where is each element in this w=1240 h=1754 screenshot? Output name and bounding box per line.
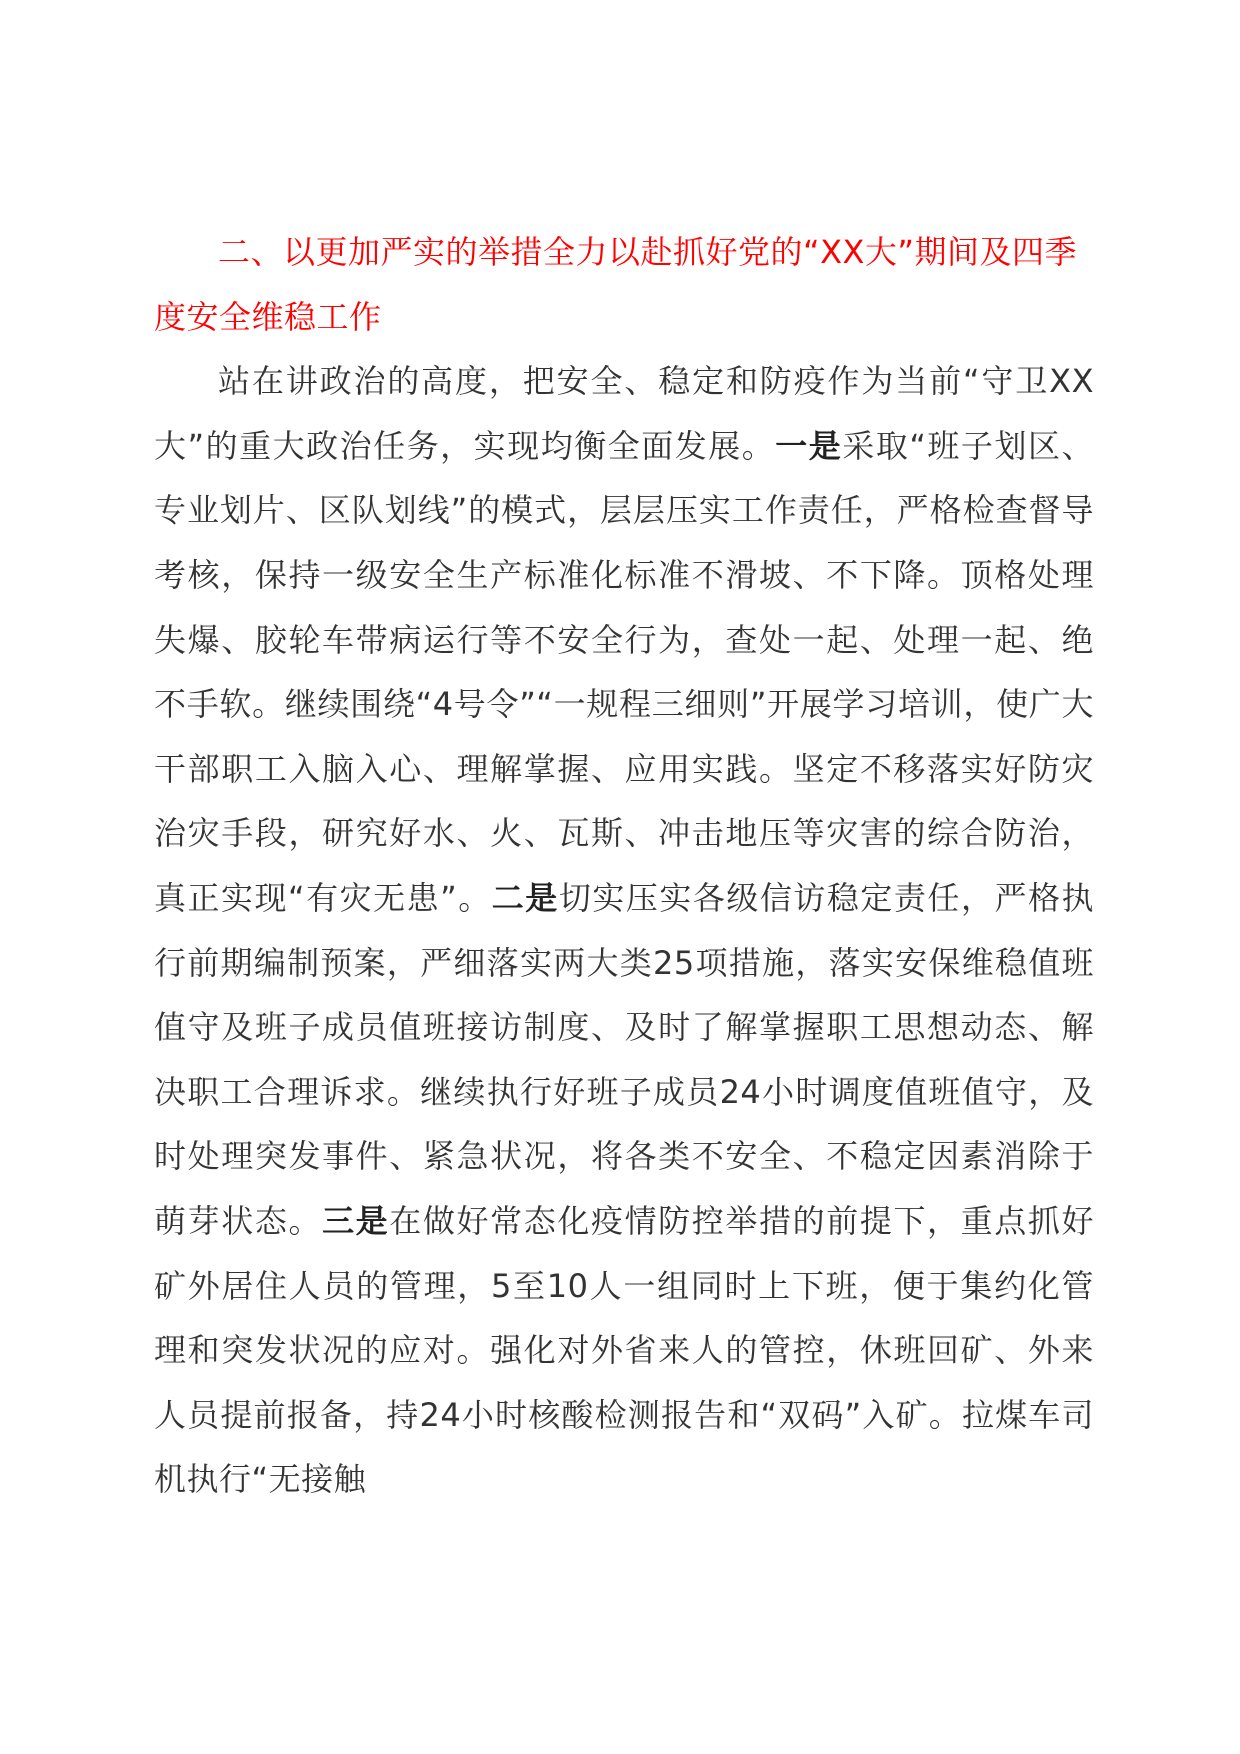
point-two-label: 二是	[491, 878, 559, 917]
section-heading: 二、以更加严实的举措全力以赴抓好党的“XX大”期间及四季度安全维稳工作	[154, 233, 1078, 336]
point-one-label: 一是	[775, 426, 843, 465]
body-paragraph	[154, 349, 1094, 1512]
point-one-text: 采取“班子划区、专业划片、区队划线”的模式，层层压实工作责任，严格检查督导考核，保持一级安全生产标准化标准不滑坡、不下降。顶格处理失爆、胶轮车带病运行等不安全行为，查处一起、处理一起、绝不手软。继续围绕“4号令”“一规程三细则”开展学习培训，使广大干部职工入脑入心、理解掌握、应用实践。坚定不移落实好防灾治灾手段，研究好水、火、瓦斯、冲击地压等灾害的综合防治，真正实现“有灾无患”。	[154, 426, 1094, 917]
paragraph-intro: 站在讲政治的高度，把安全、稳定和防疫作为当前“守卫XX大”的重大政治任务，实现均衡全面发展。	[154, 362, 1094, 465]
point-three-label: 三是	[322, 1201, 390, 1240]
point-two-text: 切实压实各级信访稳定责任，严格执行前期编制预案，严细落实两大类25项措施，落实安保维稳值班值守及班子成员值班接访制度、及时了解掌握职工思想动态、解决职工合理诉求。继续执行好班子成员24小时调度值班值守，及时处理突发事件、紧急状况，将各类不安全、不稳定因素消除于萌芽状态。	[154, 878, 1094, 1240]
document-content	[154, 220, 1094, 1512]
point-three-text: 在做好常态化疫情防控举措的前提下，重点抓好矿外居住人员的管理，5至10人一组同时上下班，便于集约化管理和突发状况的应对。强化对外省来人的管控，休班回矿、外来人员提前报备，持24小时核酸检测报告和“双码”入矿。拉煤车司机执行“无接触	[154, 1201, 1094, 1499]
